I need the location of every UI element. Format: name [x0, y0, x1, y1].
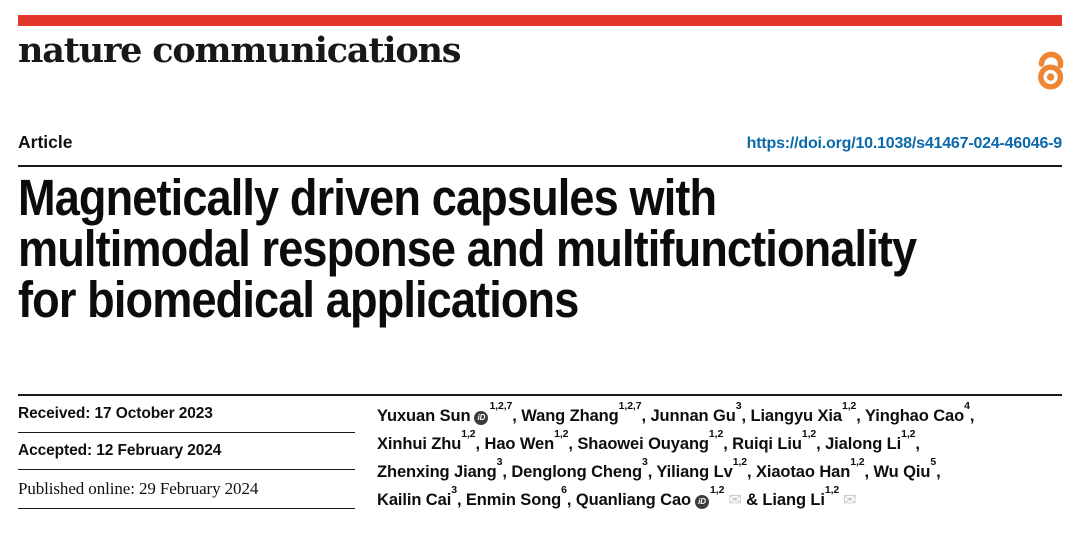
journal-logo: nature communications — [18, 30, 461, 71]
author-separator: , — [864, 463, 874, 481]
paper-title-line: Magnetically driven capsules with — [18, 169, 717, 226]
author-name: Denglong Cheng — [511, 463, 642, 481]
author-list — [377, 396, 1062, 515]
affiliation-superscript: 3 — [735, 399, 742, 412]
affiliation-superscript: 1,2 — [708, 427, 724, 440]
author-separator: , — [566, 491, 576, 509]
author-separator: & — [741, 491, 763, 509]
author-name: Enmin Song — [465, 491, 562, 509]
author-separator: , — [475, 435, 485, 453]
author-line — [377, 427, 1062, 458]
affiliation-superscript: 4 — [964, 399, 970, 412]
author-separator: , — [647, 463, 657, 481]
author-name: Ruiqi Liu — [732, 435, 802, 453]
paper-title-line: multimodal response and multifunctionality — [18, 220, 917, 277]
affiliation-superscript: 3 — [641, 455, 648, 468]
affiliation-superscript: 1,2 — [554, 427, 569, 440]
affiliation-superscript: 1,2 — [824, 483, 840, 496]
author-line — [377, 455, 1062, 486]
open-access-keyhole — [1047, 73, 1054, 80]
affiliation-superscript: 1,2 — [461, 427, 476, 440]
author-separator: , — [936, 463, 941, 481]
author-line — [377, 483, 1062, 515]
affiliation-superscript: 1,2 — [801, 427, 817, 440]
author-separator: , — [915, 435, 920, 453]
published-online-date: Published online: 29 February 2024 — [18, 470, 355, 509]
paper-title-line: for biomedical applications — [18, 271, 579, 328]
paper-title — [18, 169, 1062, 328]
affiliation-superscript: 3 — [451, 483, 457, 496]
orcid-icon[interactable]: iD — [695, 495, 709, 509]
affiliation-superscript: 1,2 — [710, 483, 725, 496]
open-access-shackle — [1042, 54, 1061, 65]
author-separator: , — [568, 435, 578, 453]
author-name: Wang Zhang — [521, 407, 619, 425]
received-date: Received: 17 October 2023 — [18, 396, 355, 433]
doi-link[interactable]: https://doi.org/10.1038/s41467-024-46046-9 — [746, 135, 1062, 152]
author-separator: , — [512, 407, 522, 425]
author-name: Jialong Li — [825, 435, 902, 453]
author-separator: , — [816, 435, 826, 453]
author-name: Shaowei Ouyang — [577, 435, 709, 453]
affiliation-superscript: 3 — [496, 455, 503, 468]
author-name: Junnan Gu — [650, 407, 736, 425]
meta-columns — [18, 394, 1062, 515]
author-separator: , — [502, 463, 512, 481]
author-separator: , — [856, 407, 865, 425]
masthead-red-bar — [18, 15, 1062, 26]
author-separator: , — [723, 435, 733, 453]
affiliation-superscript: 1,2 — [732, 455, 747, 468]
author-separator: , — [746, 463, 756, 481]
author-separator: , — [456, 491, 466, 509]
affiliation-superscript: 1,2,7 — [618, 399, 642, 412]
author-name: Xinhui Zhu — [377, 435, 462, 453]
affiliation-superscript: 6 — [561, 483, 567, 496]
author-name: Hao Wen — [484, 435, 555, 453]
author-line — [377, 399, 1062, 430]
dates-column — [18, 396, 355, 515]
author-name: Wu Qiu — [873, 463, 931, 481]
article-header-page — [0, 15, 1080, 515]
author-name: Quanliang Cao — [575, 491, 692, 509]
author-name: Yuxuan Sun — [377, 407, 471, 425]
affiliation-superscript: 5 — [930, 455, 937, 468]
author-name: Yiliang Lv — [656, 463, 733, 481]
affiliation-superscript: 1,2 — [850, 455, 865, 468]
open-access-icon — [1032, 45, 1068, 92]
author-separator: , — [969, 407, 975, 425]
author-name: Yinghao Cao — [864, 407, 965, 425]
article-type-label: Article — [18, 132, 73, 152]
affiliation-superscript: 1,2,7 — [489, 399, 513, 412]
author-name: Zhenxing Jiang — [377, 463, 497, 481]
email-icon[interactable]: ✉ — [728, 492, 742, 509]
orcid-icon[interactable]: iD — [474, 411, 488, 425]
author-name: Liang Li — [762, 491, 825, 509]
author-name: Liangyu Xia — [750, 407, 842, 425]
accepted-date: Accepted: 12 February 2024 — [18, 433, 355, 470]
author-name: Kailin Cai — [377, 491, 452, 509]
author-name: Xiaotao Han — [755, 463, 851, 481]
email-icon[interactable]: ✉ — [843, 492, 857, 509]
author-separator: , — [741, 407, 751, 425]
article-doi-row — [18, 132, 1062, 167]
author-separator: , — [641, 407, 651, 425]
affiliation-superscript: 1,2 — [901, 427, 916, 440]
affiliation-superscript: 1,2 — [841, 399, 857, 412]
